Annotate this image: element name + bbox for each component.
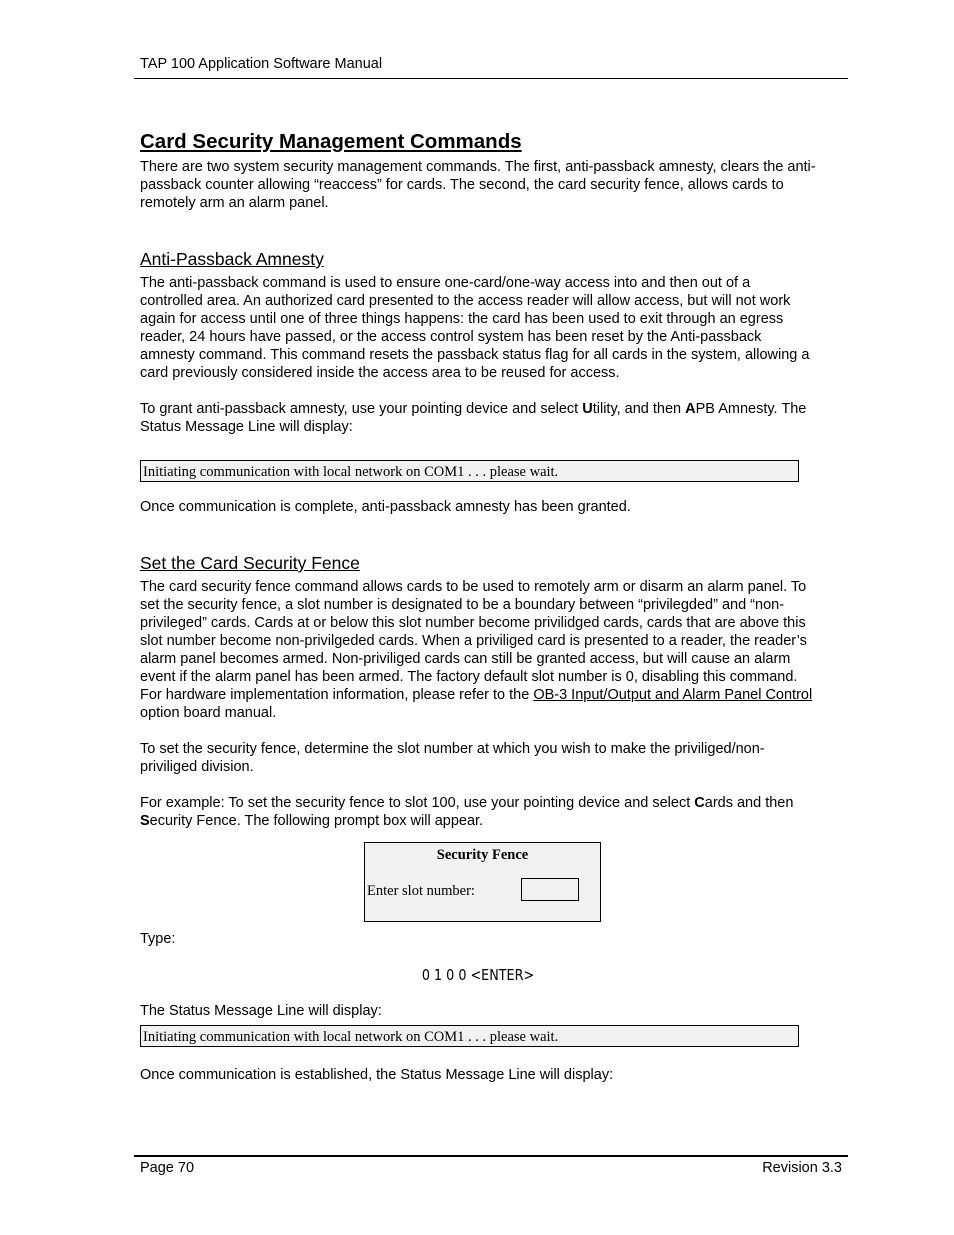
apb-paragraph-1: The anti-passback command is used to ensure one-card/one-way access into and then out of a controlled area. An authorized card presented to the access reader will allow access, but will not work again for access until one of three things happens: the card has been used to exit through an egress reader, 24 hours have passed, or the access control system has been reset by the Anti-passback amnesty command. This command resets the passback status flag for all cards in the system, allowing a card previously considered inside the access area to be reused for access. — [140, 275, 810, 381]
section-intro: There are two system security management commands. The first, anti-passback amnesty, clears the anti-passback counter allowing “reaccess” for cards. The second, the card security fence, allows cards to remotely arm an alarm panel. — [140, 159, 816, 211]
fence-paragraph-1: The card security fence command allows cards to be used to remotely arm or disarm an alarm panel. To set the security fence, a slot number is designated to be a boundary between “privilegded” and “non-privileged” cards. Cards at or below this slot number become privilidged cards, cards that are above this slot number become non-privilgeded cards. When a priviliged card is presented to a reader, the reader’s alarm panel becomes armed. Non-priviliged cards can still be granted access, but will cause an alarm event if the alarm panel has been armed. The factory default slot number is 0, disabling this command. For hardware implementation information, please refer to the OB-3 Input/Output and Alarm Panel Control option board manual. — [140, 579, 813, 721]
fence-paragraph-2: To set the security fence, determine the slot number at which you wish to make the priviliged/non-priviliged division. — [140, 741, 765, 775]
security-fence-dialog — [364, 842, 601, 922]
dialog-title: Security Fence — [436, 847, 529, 863]
type-label: Type: — [140, 931, 176, 947]
apb-paragraph-3: Once communication is complete, anti-passback amnesty has been granted. — [140, 499, 631, 515]
subsection-title-fence: Set the Card Security Fence — [140, 553, 360, 573]
typed-keys: 0 1 0 0 <ENTER> — [421, 966, 535, 984]
slot-number-input[interactable] — [521, 878, 579, 901]
status-message-line-2: Initiating communication with local network on COM1 . . . please wait. — [140, 1025, 799, 1047]
footer-rule — [134, 1155, 848, 1157]
fence-paragraph-3: For example: To set the security fence to slot 100, use your pointing device and select Cards and then Security Fence. The following prompt box will appear. — [140, 795, 794, 829]
status-intro: The Status Message Line will display: — [140, 1003, 382, 1019]
subsection-title-apb: Anti-Passback Amnesty — [140, 249, 324, 269]
ob3-manual-reference: OB-3 Input/Output and Alarm Panel Control — [533, 687, 813, 703]
page-number: Page 70 — [140, 1160, 195, 1176]
slot-number-label: Enter slot number: — [367, 883, 475, 899]
final-paragraph: Once communication is established, the Status Message Line will display: — [140, 1067, 614, 1083]
section-title: Card Security Management Commands — [140, 130, 522, 153]
revision-label: Revision 3.3 — [762, 1160, 842, 1176]
page-content — [140, 130, 816, 1084]
status-message-line: Initiating communication with local network on COM1 . . . please wait. — [140, 460, 799, 482]
running-header: TAP 100 Application Software Manual — [140, 56, 383, 72]
apb-paragraph-2: To grant anti-passback amnesty, use your pointing device and select Utility, and then APB Amnesty. The Status Message Line will display: — [140, 401, 807, 435]
header-rule — [134, 78, 848, 79]
